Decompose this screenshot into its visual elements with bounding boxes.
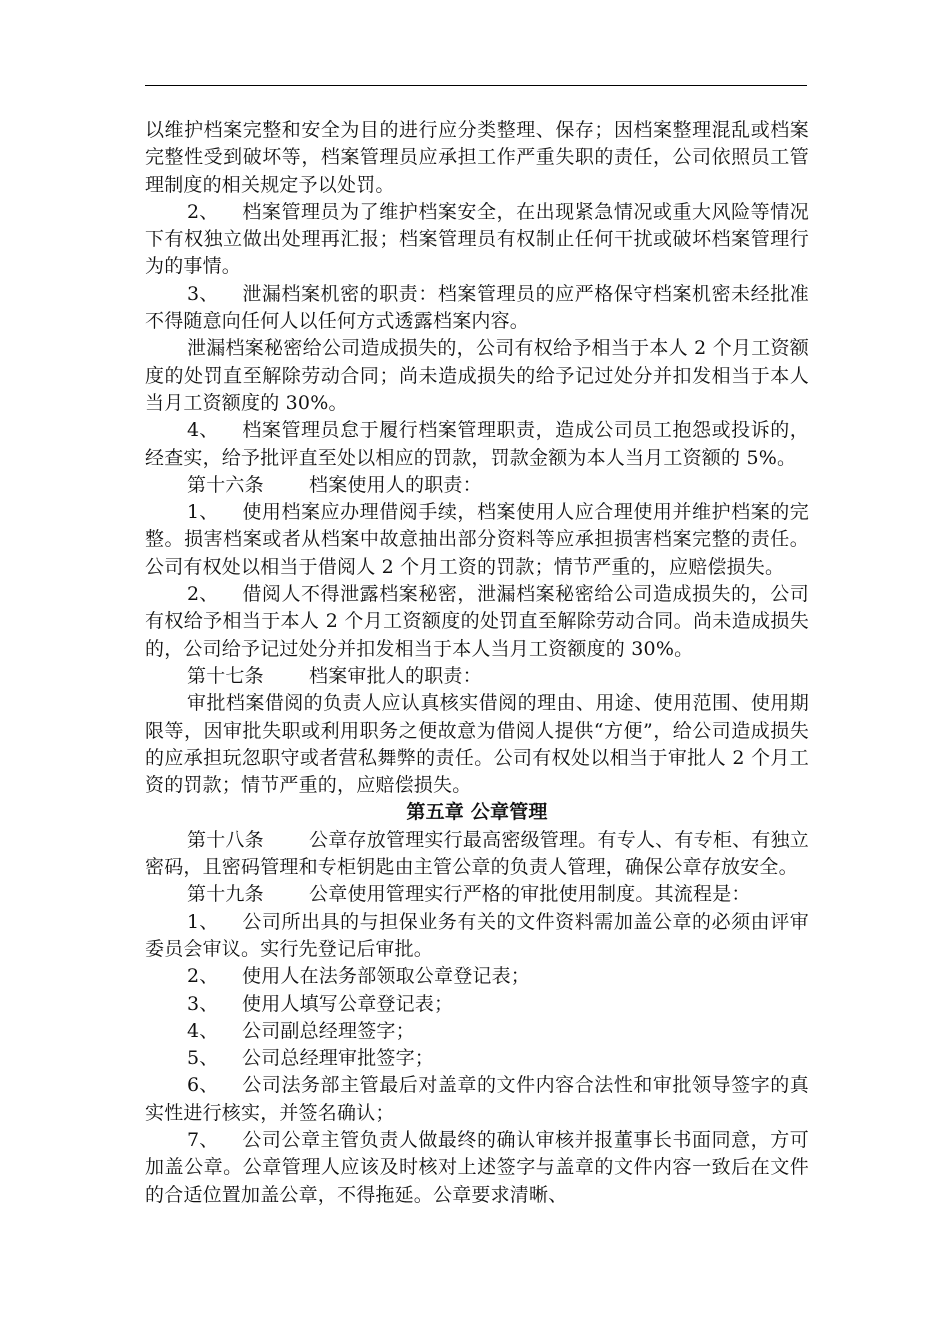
list-item-4-vp-sign [145,1018,809,1045]
list-number: 1、 [187,910,219,933]
article-16-heading [145,472,809,499]
list-number: 4、 [187,419,219,442]
list-item-2-emergency-authority [145,199,809,281]
list-item-1-committee-review [145,909,809,964]
list-item-text: 档案管理员怠于履行档案管理职责，造成公司员工抱怨或投诉的，经查实，给予批评直至处以相应的罚款，罚款金额为本人当月工资额的 5%。 [145,419,809,469]
paragraph-leak-penalty [145,335,809,417]
chapter-title-text: 第五章 公章管理 [406,801,548,824]
list-item-text: 公司总经理审批签字； [242,1047,435,1070]
list-item-text: 使用人在法务部领取公章登记表； [242,965,531,988]
paragraph-text: 审批档案借阅的负责人应认真核实借阅的理由、用途、使用范围、使用期限等，因审批失职或利用职务之便故意为借阅人提供“方便”，给公司造成损失的应承担玩忽职守或者营私舞弊的责任。公司有权处以相当于审批人 2 个月工资的罚款；情节严重的，应赔偿损失。 [145,692,809,797]
list-number: 4、 [187,1019,219,1042]
chapter-title [145,799,809,826]
list-number: 6、 [187,1074,219,1097]
article-19 [145,881,809,908]
list-number: 2、 [187,583,219,606]
article-18 [145,827,809,882]
article-number: 第十七条 [187,664,264,687]
list-item-2-borrower-secrecy [145,581,809,663]
article-17-heading [145,663,809,690]
article-text: 档案审批人的职责： [309,664,482,687]
list-item-text: 使用人填写公章登记表； [242,992,454,1015]
paragraph-approver-duty [145,690,809,799]
list-number: 7、 [187,1128,219,1151]
page-body [145,117,809,1209]
list-item-text: 使用档案应办理借阅手续，档案使用人应合理使用并维护档案的完整。损害档案或者从档案中故意抽出部分资料等应承担损害档案完整的责任。公司有权处以相当于借阅人 2 个月工资的罚款；情节严重的，应赔偿损失。 [145,501,809,578]
list-item-3-confidentiality [145,281,809,336]
header-rule [145,85,807,86]
list-item-2-get-form [145,963,809,990]
list-item-text: 公司副总经理签字； [242,1019,415,1042]
list-item-1-borrowing [145,499,809,581]
article-number: 第十六条 [187,473,264,496]
list-number: 3、 [187,992,219,1015]
list-item-text: 借阅人不得泄露档案秘密，泄漏档案秘密给公司造成损失的，公司有权给予相当于本人 2 个月工资额度的处罚直至解除劳动合同。尚未造成损失的，公司给予记过处分并扣发相当于本人当月工资额度的 30%。 [145,583,809,660]
list-item-text: 公司所出具的与担保业务有关的文件资料需加盖公章的必须由评审委员会审议。实行先登记后审批。 [145,910,809,960]
list-number: 1、 [187,501,219,524]
paragraph-text: 泄漏档案秘密给公司造成损失的，公司有权给予相当于本人 2 个月工资额度的处罚直至解除劳动合同；尚未造成损失的给予记过处分并扣发相当于本人当月工资额度的 30%。 [145,337,809,414]
list-item-text: 公司法务部主管最后对盖章的文件内容合法性和审批领导签字的真实性进行核实，并签名确认； [145,1074,809,1124]
list-number: 2、 [187,965,219,988]
article-text: 档案使用人的职责： [309,473,482,496]
list-item-3-fill-form [145,991,809,1018]
article-number: 第十八条 [187,828,264,851]
list-number: 2、 [187,200,219,223]
paragraph-text: 以维护档案完整和安全为目的进行应分类整理、保存；因档案整理混乱或档案完整性受到破坏等，档案管理员应承担工作严重失职的责任，公司依照员工管理制度的相关规定予以处罚。 [145,119,809,196]
list-item-text: 档案管理员为了维护档案安全，在出现紧急情况或重大风险等情况下有权独立做出处理再汇报；档案管理员有权制止任何干扰或破坏档案管理行为的事情。 [145,200,809,278]
list-number: 3、 [187,282,219,305]
paragraph-archive-integrity [145,117,809,199]
list-item-4-negligence [145,417,809,472]
list-number: 5、 [187,1047,219,1070]
list-item-5-gm-approve [145,1045,809,1072]
article-number: 第十九条 [187,883,264,906]
list-item-7-final-confirm [145,1127,809,1209]
article-text: 公章使用管理实行严格的审批使用制度。其流程是： [309,883,751,906]
article-text: 公章存放管理实行最高密级管理。有专人、有专柜、有独立密码，且密码管理和专柜钥匙由主管公章的负责人管理，确保公章存放安全。 [145,828,809,879]
list-item-text: 公司公章主管负责人做最终的确认审核并报董事长书面同意，方可加盖公章。公章管理人应该及时核对上述签字与盖章的文件内容一致后在文件的合适位置加盖公章，不得拖延。公章要求清晰、 [145,1128,809,1206]
list-item-text: 泄漏档案机密的职责：档案管理员的应严格保守档案机密未经批准不得随意向任何人以任何方式透露档案内容。 [145,282,809,333]
list-item-6-legal-verify [145,1072,809,1127]
